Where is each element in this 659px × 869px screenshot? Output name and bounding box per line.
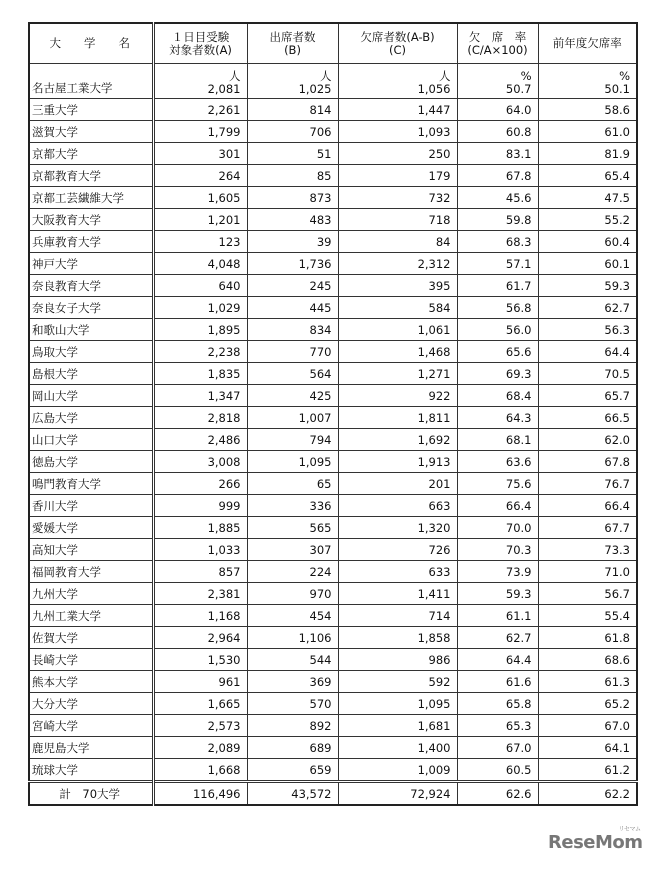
cell-rate: 61.7 — [457, 275, 538, 297]
header-c — [338, 23, 457, 64]
header-rate-line2: (C/A×100) — [467, 42, 528, 57]
university-name: 福岡教育大学 — [29, 561, 153, 583]
cell-prev: 66.4 — [538, 495, 637, 517]
cell-a: 266 — [153, 473, 247, 495]
university-name: 島根大学 — [29, 363, 153, 385]
cell-rate: 61.1 — [457, 605, 538, 627]
cell-rate: 64.4 — [457, 649, 538, 671]
cell-c: 714 — [338, 605, 457, 627]
university-name: 香川大学 — [29, 495, 153, 517]
table-row — [29, 165, 637, 187]
cell-b: 570 — [247, 693, 338, 715]
cell-b: 445 — [247, 297, 338, 319]
table-row — [29, 99, 637, 121]
cell-c: 179 — [338, 165, 457, 187]
cell-prev: 56.3 — [538, 319, 637, 341]
cell-c: 1,061 — [338, 319, 457, 341]
table-row — [29, 121, 637, 143]
table-row — [29, 231, 637, 253]
total-c: 72,924 — [338, 782, 457, 806]
cell-prev: 68.6 — [538, 649, 637, 671]
cell-c: 1,858 — [338, 627, 457, 649]
cell-b: 307 — [247, 539, 338, 561]
cell-a: 1,799 — [153, 121, 247, 143]
cell-c: 1,093 — [338, 121, 457, 143]
cell-a: 1,033 — [153, 539, 247, 561]
university-name: 高知大学 — [29, 539, 153, 561]
cell-b: 565 — [247, 517, 338, 539]
cell-a: 2,089 — [153, 737, 247, 759]
unit-label: % — [520, 69, 532, 83]
cell-a: 857 — [153, 561, 247, 583]
cell-a: 1,201 — [153, 209, 247, 231]
table-row — [29, 429, 637, 451]
cell-value: 2,081 — [207, 82, 241, 96]
cell-rate: 75.6 — [457, 473, 538, 495]
total-b: 43,572 — [247, 782, 338, 806]
table-row — [29, 627, 637, 649]
cell-a: 1,835 — [153, 363, 247, 385]
cell-c: 1,692 — [338, 429, 457, 451]
cell-rate: 65.3 — [457, 715, 538, 737]
cell-rate: 70.0 — [457, 517, 538, 539]
absence-rate-table — [28, 22, 638, 806]
university-name: 滋賀大学 — [29, 121, 153, 143]
table-row — [29, 319, 637, 341]
cell-c: 718 — [338, 209, 457, 231]
cell-a: 999 — [153, 495, 247, 517]
cell-rate: 67.0 — [457, 737, 538, 759]
cell-prev: 76.7 — [538, 473, 637, 495]
unit-label: 人 — [439, 69, 451, 83]
resemom-logo — [548, 826, 643, 853]
cell-prev — [538, 64, 637, 99]
logo-ruby: リセマム — [618, 826, 641, 833]
university-name: 奈良教育大学 — [29, 275, 153, 297]
cell-prev: 71.0 — [538, 561, 637, 583]
table-row — [29, 187, 637, 209]
cell-b: 564 — [247, 363, 338, 385]
cell-b: 794 — [247, 429, 338, 451]
cell-prev: 55.2 — [538, 209, 637, 231]
cell-a: 961 — [153, 671, 247, 693]
cell-a: 1,885 — [153, 517, 247, 539]
cell-c: 1,447 — [338, 99, 457, 121]
cell-c: 250 — [338, 143, 457, 165]
unit-label: 人 — [229, 69, 241, 83]
cell-value: 1,025 — [298, 82, 332, 96]
table-row — [29, 385, 637, 407]
cell-a: 2,486 — [153, 429, 247, 451]
cell-rate: 57.1 — [457, 253, 538, 275]
table-row — [29, 275, 637, 297]
cell-prev: 70.5 — [538, 363, 637, 385]
cell-rate: 64.3 — [457, 407, 538, 429]
table-row — [29, 539, 637, 561]
table-row — [29, 363, 637, 385]
header-name: 大 学 名 — [29, 23, 153, 64]
cell-prev: 81.9 — [538, 143, 637, 165]
cell-prev: 64.4 — [538, 341, 637, 363]
cell-prev: 62.0 — [538, 429, 637, 451]
header-b-line1: 出席者数 — [269, 29, 316, 44]
cell-rate: 68.3 — [457, 231, 538, 253]
university-name: 名古屋工業大学 — [29, 64, 153, 99]
university-name: 九州工業大学 — [29, 605, 153, 627]
university-name: 宮崎大学 — [29, 715, 153, 737]
cell-a: 1,668 — [153, 759, 247, 782]
cell-b: 814 — [247, 99, 338, 121]
table-row — [29, 759, 637, 782]
cell-prev: 73.3 — [538, 539, 637, 561]
cell-rate: 56.0 — [457, 319, 538, 341]
header-b — [247, 23, 338, 64]
cell-a: 2,381 — [153, 583, 247, 605]
table-row — [29, 143, 637, 165]
cell-b: 65 — [247, 473, 338, 495]
cell-b: 544 — [247, 649, 338, 671]
cell-a: 1,347 — [153, 385, 247, 407]
university-name: 佐賀大学 — [29, 627, 153, 649]
cell-rate: 63.6 — [457, 451, 538, 473]
cell-rate: 65.8 — [457, 693, 538, 715]
university-name: 和歌山大学 — [29, 319, 153, 341]
cell-value: 50.7 — [505, 82, 532, 96]
cell-prev: 59.3 — [538, 275, 637, 297]
university-name: 鳴門教育大学 — [29, 473, 153, 495]
cell-prev: 61.3 — [538, 671, 637, 693]
cell-rate: 69.3 — [457, 363, 538, 385]
cell-b: 85 — [247, 165, 338, 187]
cell-c: 1,009 — [338, 759, 457, 782]
university-name: 大阪教育大学 — [29, 209, 153, 231]
cell-b: 706 — [247, 121, 338, 143]
cell-prev: 67.8 — [538, 451, 637, 473]
total-a: 116,496 — [153, 782, 247, 806]
header-row — [29, 23, 637, 64]
logo-text: ReseMom — [548, 832, 643, 853]
header-b-line2: (B) — [284, 42, 301, 57]
table-row — [29, 473, 637, 495]
university-name: 京都大学 — [29, 143, 153, 165]
cell-c: 1,913 — [338, 451, 457, 473]
university-name: 神戸大学 — [29, 253, 153, 275]
cell-a: 1,168 — [153, 605, 247, 627]
cell-rate: 61.6 — [457, 671, 538, 693]
cell-a — [153, 64, 247, 99]
table-row — [29, 341, 637, 363]
university-name: 大分大学 — [29, 693, 153, 715]
cell-c: 726 — [338, 539, 457, 561]
unit-label: % — [619, 69, 630, 83]
cell-c: 1,411 — [338, 583, 457, 605]
table-row — [29, 495, 637, 517]
cell-b: 1,007 — [247, 407, 338, 429]
cell-a: 264 — [153, 165, 247, 187]
header-c-line1: 欠席者数(A-B) — [360, 29, 435, 44]
cell-prev: 67.7 — [538, 517, 637, 539]
cell-b: 1,095 — [247, 451, 338, 473]
cell-a: 1,605 — [153, 187, 247, 209]
university-name: 徳島大学 — [29, 451, 153, 473]
cell-a: 1,029 — [153, 297, 247, 319]
cell-rate: 64.0 — [457, 99, 538, 121]
university-name: 長崎大学 — [29, 649, 153, 671]
university-name: 京都教育大学 — [29, 165, 153, 187]
cell-prev: 66.5 — [538, 407, 637, 429]
cell-rate: 70.3 — [457, 539, 538, 561]
cell-c: 1,468 — [338, 341, 457, 363]
table-row — [29, 737, 637, 759]
table-row — [29, 671, 637, 693]
cell-rate: 73.9 — [457, 561, 538, 583]
table-row — [29, 407, 637, 429]
university-name: 岡山大学 — [29, 385, 153, 407]
cell-a: 2,818 — [153, 407, 247, 429]
cell-a: 1,530 — [153, 649, 247, 671]
cell-prev: 47.5 — [538, 187, 637, 209]
header-rate-line1: 欠 席 率 — [468, 29, 527, 44]
unit-label: 人 — [320, 69, 332, 83]
cell-rate: 67.8 — [457, 165, 538, 187]
cell-a: 4,048 — [153, 253, 247, 275]
cell-c: 1,811 — [338, 407, 457, 429]
table-row — [29, 715, 637, 737]
university-name: 京都工芸繊維大学 — [29, 187, 153, 209]
cell-b: 224 — [247, 561, 338, 583]
university-name: 奈良女子大学 — [29, 297, 153, 319]
cell-prev: 58.6 — [538, 99, 637, 121]
table-row — [29, 209, 637, 231]
cell-c: 201 — [338, 473, 457, 495]
university-name: 熊本大学 — [29, 671, 153, 693]
cell-rate: 59.8 — [457, 209, 538, 231]
cell-c: 1,271 — [338, 363, 457, 385]
cell-b: 369 — [247, 671, 338, 693]
header-a-line1: １日目受験 — [171, 29, 230, 44]
table-row — [29, 517, 637, 539]
cell-b: 483 — [247, 209, 338, 231]
cell-b: 770 — [247, 341, 338, 363]
cell-c: 592 — [338, 671, 457, 693]
header-c-line2: (C) — [388, 42, 406, 57]
total-row — [29, 782, 637, 806]
total-rate: 62.6 — [457, 782, 538, 806]
cell-c: 584 — [338, 297, 457, 319]
cell-rate: 56.8 — [457, 297, 538, 319]
cell-prev: 61.8 — [538, 627, 637, 649]
cell-prev: 60.1 — [538, 253, 637, 275]
cell-b: 51 — [247, 143, 338, 165]
cell-a: 1,665 — [153, 693, 247, 715]
cell-prev: 65.2 — [538, 693, 637, 715]
cell-c: 633 — [338, 561, 457, 583]
cell-b: 659 — [247, 759, 338, 782]
table-row — [29, 64, 637, 99]
cell-prev: 55.4 — [538, 605, 637, 627]
cell-rate: 60.8 — [457, 121, 538, 143]
cell-b: 454 — [247, 605, 338, 627]
cell-prev: 65.7 — [538, 385, 637, 407]
university-name: 三重大学 — [29, 99, 153, 121]
cell-a: 2,964 — [153, 627, 247, 649]
cell-c: 986 — [338, 649, 457, 671]
total-prev: 62.2 — [538, 782, 637, 806]
cell-a: 1,895 — [153, 319, 247, 341]
cell-b: 873 — [247, 187, 338, 209]
cell-b: 1,736 — [247, 253, 338, 275]
cell-c: 663 — [338, 495, 457, 517]
cell-c: 1,095 — [338, 693, 457, 715]
cell-rate: 60.5 — [457, 759, 538, 782]
cell-a: 2,238 — [153, 341, 247, 363]
cell-c: 922 — [338, 385, 457, 407]
cell-b: 336 — [247, 495, 338, 517]
university-name: 山口大学 — [29, 429, 153, 451]
cell-c: 1,320 — [338, 517, 457, 539]
cell-rate: 83.1 — [457, 143, 538, 165]
university-name: 琉球大学 — [29, 759, 153, 782]
university-name: 鹿児島大学 — [29, 737, 153, 759]
cell-prev: 62.7 — [538, 297, 637, 319]
table-row — [29, 561, 637, 583]
cell-rate: 68.4 — [457, 385, 538, 407]
cell-b — [247, 64, 338, 99]
cell-b: 834 — [247, 319, 338, 341]
cell-c: 395 — [338, 275, 457, 297]
cell-c — [338, 64, 457, 99]
cell-prev: 67.0 — [538, 715, 637, 737]
table-row — [29, 649, 637, 671]
table-row — [29, 583, 637, 605]
header-a-line2: 対象者数(A) — [169, 42, 232, 57]
cell-b: 39 — [247, 231, 338, 253]
cell-prev: 61.0 — [538, 121, 637, 143]
table-row — [29, 605, 637, 627]
cell-prev: 65.4 — [538, 165, 637, 187]
table-row — [29, 451, 637, 473]
cell-rate: 59.3 — [457, 583, 538, 605]
header-rate — [457, 23, 538, 64]
table-row — [29, 693, 637, 715]
university-name: 愛媛大学 — [29, 517, 153, 539]
cell-c: 2,312 — [338, 253, 457, 275]
cell-b: 425 — [247, 385, 338, 407]
cell-prev: 61.2 — [538, 759, 637, 782]
cell-b: 1,106 — [247, 627, 338, 649]
cell-rate: 68.1 — [457, 429, 538, 451]
cell-a: 2,261 — [153, 99, 247, 121]
cell-a: 640 — [153, 275, 247, 297]
cell-b: 970 — [247, 583, 338, 605]
cell-prev: 56.7 — [538, 583, 637, 605]
cell-value: 50.1 — [604, 82, 630, 96]
cell-b: 245 — [247, 275, 338, 297]
university-name: 兵庫教育大学 — [29, 231, 153, 253]
cell-a: 2,573 — [153, 715, 247, 737]
university-name: 広島大学 — [29, 407, 153, 429]
cell-a: 123 — [153, 231, 247, 253]
cell-c: 1,400 — [338, 737, 457, 759]
cell-prev: 60.4 — [538, 231, 637, 253]
cell-rate: 45.6 — [457, 187, 538, 209]
cell-rate — [457, 64, 538, 99]
cell-value: 1,056 — [417, 82, 451, 96]
cell-c: 1,681 — [338, 715, 457, 737]
university-name: 九州大学 — [29, 583, 153, 605]
header-a — [153, 23, 247, 64]
table-row — [29, 297, 637, 319]
cell-b: 689 — [247, 737, 338, 759]
cell-rate: 66.4 — [457, 495, 538, 517]
cell-c: 84 — [338, 231, 457, 253]
cell-rate: 65.6 — [457, 341, 538, 363]
cell-a: 301 — [153, 143, 247, 165]
cell-rate: 62.7 — [457, 627, 538, 649]
cell-c: 732 — [338, 187, 457, 209]
cell-b: 892 — [247, 715, 338, 737]
header-prev: 前年度欠席率 — [538, 23, 637, 64]
total-label: 計 70大学 — [29, 782, 153, 806]
cell-a: 3,008 — [153, 451, 247, 473]
cell-prev: 64.1 — [538, 737, 637, 759]
university-name: 鳥取大学 — [29, 341, 153, 363]
table-row — [29, 253, 637, 275]
